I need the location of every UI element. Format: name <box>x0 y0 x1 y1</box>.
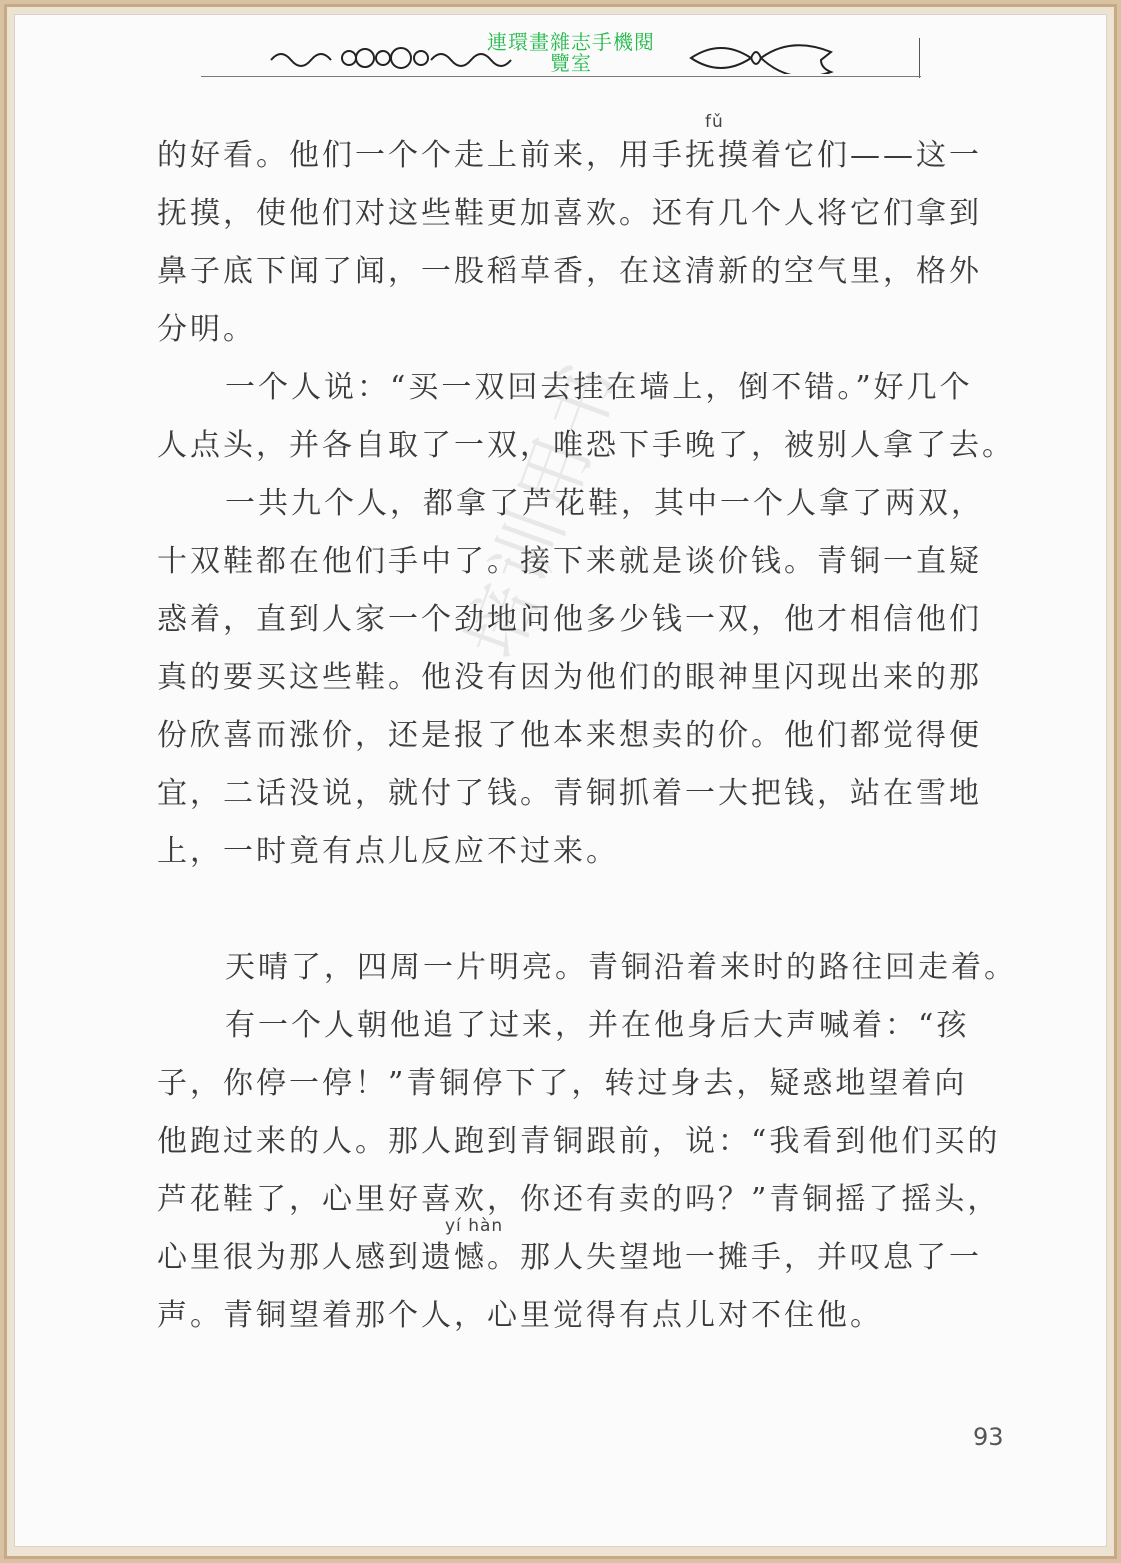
text-line: 真的要买这些鞋。他没有因为他们的眼神里闪现出来的那 <box>157 660 982 695</box>
text-line: 子，你停一停！”青铜停下了，转过身去，疑惑地望着向 <box>157 1066 968 1101</box>
text-line: 鼻子底下闻了闻，一股稻草香，在这清新的空气里，格外 <box>157 254 982 289</box>
pinyin-yihan: yí hàn <box>445 1216 504 1236</box>
text-line: 惑着，直到人家一个劲地问他多少钱一双，他才相信他们 <box>157 602 982 637</box>
text-line: 宜，二话没说，就付了钱。青铜抓着一大把钱，站在雪地 <box>157 776 982 811</box>
pinyin-fu: fǔ <box>705 112 724 132</box>
section-gap <box>157 881 1017 939</box>
text-line: 一个人说：“买一双回去挂在墙上，倒不错。”好几个 <box>225 370 973 405</box>
header-title-line1: 連環畫雜志手機閱 <box>487 30 655 54</box>
text-line: 上，一时竟有点儿反应不过来。 <box>157 834 619 869</box>
header-title-line2: 覽室 <box>550 51 592 75</box>
text-line: 十双鞋都在他们手中了。接下来就是谈价钱。青铜一直疑 <box>157 544 982 579</box>
text-line: 一共九个人，都拿了芦花鞋，其中一个人拿了两双， <box>225 486 984 521</box>
text-line: 芦花鞋了，心里好喜欢，你还有卖的吗？”青铜摇了摇头， <box>157 1182 1001 1217</box>
text-line: 人点头，并各自取了一双，唯恐下手晚了，被别人拿了去。 <box>157 428 1015 463</box>
header-title <box>401 32 741 74</box>
watermark: 培训用书 <box>450 347 636 670</box>
text-line: 抚摸，使他们对这些鞋更加喜欢。还有几个人将它们拿到 <box>157 196 982 231</box>
book-page <box>14 14 1107 1547</box>
text-line: 的好看。他们一个个走上前来，用手抚摸着它们——这一 <box>157 138 982 173</box>
header-rule <box>201 76 921 77</box>
text-line-content: 心里很为那人感到遗憾。那人失望地一摊手，并叹息了一 <box>157 1240 982 1275</box>
page-header <box>201 24 936 81</box>
text-line <box>157 1216 1017 1287</box>
text-line: 声。青铜望着那个人，心里觉得有点儿对不住他。 <box>157 1298 883 1333</box>
text-line: 他跑过来的人。那人跑到青铜跟前，说：“我看到他们买的 <box>157 1124 1001 1159</box>
text-line: 天晴了，四周一片明亮。青铜沿着来时的路往回走着。 <box>225 950 1017 985</box>
header-divider-vertical <box>919 38 920 78</box>
page-body <box>157 112 1017 1345</box>
text-line: 分明。 <box>157 312 256 347</box>
page-number: 93 <box>973 1423 1004 1451</box>
text-line: 有一个人朝他追了过来，并在他身后大声喊着：“孩 <box>225 1008 970 1043</box>
text-line: 份欣喜而涨价，还是报了他本来想卖的价。他们都觉得便 <box>157 718 982 753</box>
